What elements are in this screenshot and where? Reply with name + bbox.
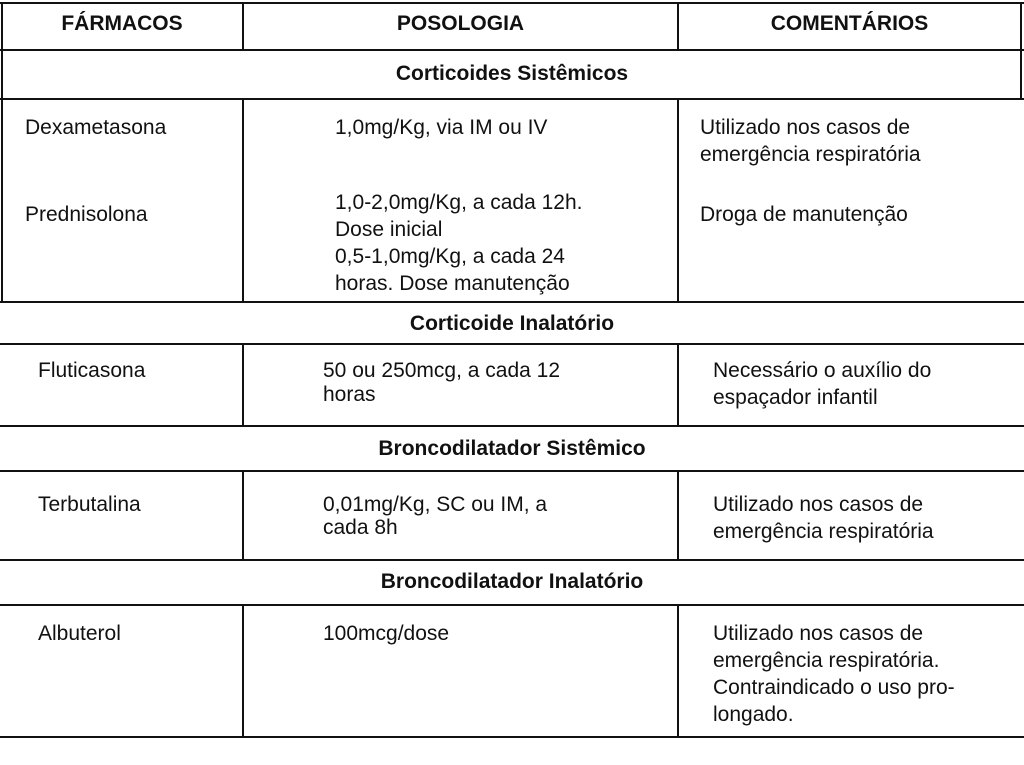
column-divider <box>242 98 244 301</box>
dose-line: cada 8h <box>323 516 398 539</box>
column-divider <box>1020 2 1022 49</box>
row-divider <box>0 470 1024 472</box>
comment-line: Contraindicado o uso pro- <box>713 676 955 699</box>
comment-line: Droga de manutenção <box>700 203 908 226</box>
dose-line: 0,5-1,0mg/Kg, a cada 24 <box>335 245 565 268</box>
comment-line: Utilizado nos casos de <box>713 622 924 645</box>
comment-line: Necessário o auxílio do <box>713 359 932 382</box>
column-divider <box>242 470 244 559</box>
row-divider <box>0 425 1024 427</box>
comment-line: longado. <box>713 703 794 726</box>
drug-name: Prednisolona <box>25 203 148 226</box>
row-divider <box>0 98 1024 100</box>
section-title: Corticoide Inalatório <box>409 312 615 335</box>
dose-line: 100mcg/dose <box>323 622 450 645</box>
header-posologia: POSOLOGIA <box>396 12 525 35</box>
drug-name: Albuterol <box>38 622 121 645</box>
comment-line: espaçador infantil <box>713 386 878 409</box>
dose-line: Dose inicial <box>335 218 443 241</box>
row-divider <box>0 343 1024 345</box>
header-divider <box>0 49 1024 51</box>
column-divider <box>677 604 679 736</box>
column-divider <box>677 98 679 301</box>
dose-line: horas. Dose manutenção <box>335 272 570 295</box>
dose-line: 0,01mg/Kg, SC ou IM, a <box>323 493 548 516</box>
comment-line: Utilizado nos casos de <box>700 116 911 139</box>
dose-line: 1,0mg/Kg, via IM ou IV <box>335 116 548 139</box>
dose-line: 1,0-2,0mg/Kg, a cada 12h. <box>335 191 583 214</box>
drug-name: Dexametasona <box>25 116 167 139</box>
comment-line: Utilizado nos casos de <box>713 493 924 516</box>
row-divider <box>0 604 1024 606</box>
dose-line: 50 ou 250mcg, a cada 12 <box>323 359 561 382</box>
section-title: Broncodilatador Inalatório <box>380 570 644 593</box>
comment-line: emergência respiratória <box>700 143 921 166</box>
drug-name: Terbutalina <box>38 493 141 516</box>
header-comentarios: COMENTÁRIOS <box>770 12 929 35</box>
column-divider <box>242 604 244 736</box>
dose-line: horas <box>323 383 376 406</box>
column-divider <box>1 98 3 301</box>
section-title: Corticoides Sistêmicos <box>395 62 629 85</box>
comment-line: emergência respiratória <box>713 520 934 543</box>
table-border-bottom <box>0 736 1024 738</box>
column-divider <box>677 343 679 425</box>
comment-line: emergência respiratória. <box>713 649 940 672</box>
section-title: Broncodilatador Sistêmico <box>378 437 646 460</box>
column-divider <box>677 470 679 559</box>
column-divider <box>242 343 244 425</box>
row-divider <box>0 301 1024 303</box>
drug-name: Fluticasona <box>38 359 146 382</box>
row-divider <box>0 559 1024 561</box>
header-farmacos: FÁRMACOS <box>61 12 183 35</box>
